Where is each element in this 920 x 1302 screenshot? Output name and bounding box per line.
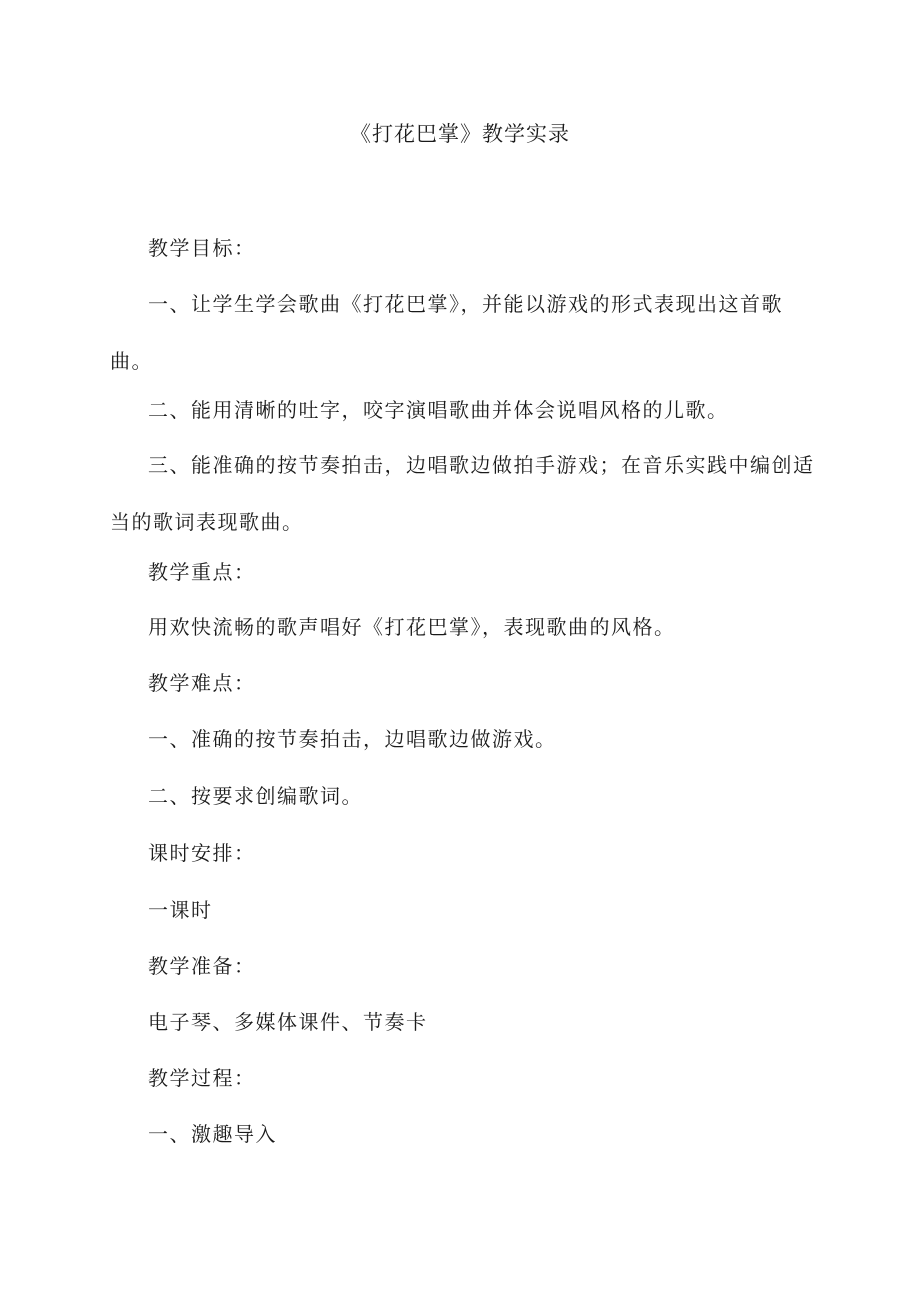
schedule-text: 一课时 xyxy=(148,898,213,922)
objective-item-1: 一、让学生学会歌曲《打花巴掌》，并能以游戏的形式表现出这首歌曲。 xyxy=(110,292,783,373)
preparation-text: 电子琴、多媒体课件、节奏卡 xyxy=(148,1010,428,1034)
difficulty-item-1: 一、准确的按节奏拍击，边唱歌边做游戏。 xyxy=(148,727,557,751)
difficulty-item-2: 二、按要求创编歌词。 xyxy=(148,784,363,808)
preparation-heading: 教学准备： xyxy=(148,954,256,978)
key-points-heading: 教学重点： xyxy=(148,560,256,584)
process-heading: 教学过程： xyxy=(148,1066,256,1090)
difficulties-heading: 教学难点： xyxy=(148,671,256,695)
schedule-heading: 课时安排： xyxy=(148,841,256,865)
objective-item-3: 三、能准确的按节奏拍击，边唱歌边做拍手游戏；在音乐实践中编创适当的歌词表现歌曲。 xyxy=(110,453,815,534)
document-title: 《打花巴掌》教学实录 xyxy=(350,122,570,146)
key-points-text: 用欢快流畅的歌声唱好《打花巴掌》，表现歌曲的风格。 xyxy=(148,615,676,639)
objectives-heading: 教学目标： xyxy=(148,236,256,260)
process-step-1: 一、激趣导入 xyxy=(148,1122,277,1146)
objective-item-2: 二、能用清晰的吐字，咬字演唱歌曲并体会说唱风格的儿歌。 xyxy=(148,398,729,422)
